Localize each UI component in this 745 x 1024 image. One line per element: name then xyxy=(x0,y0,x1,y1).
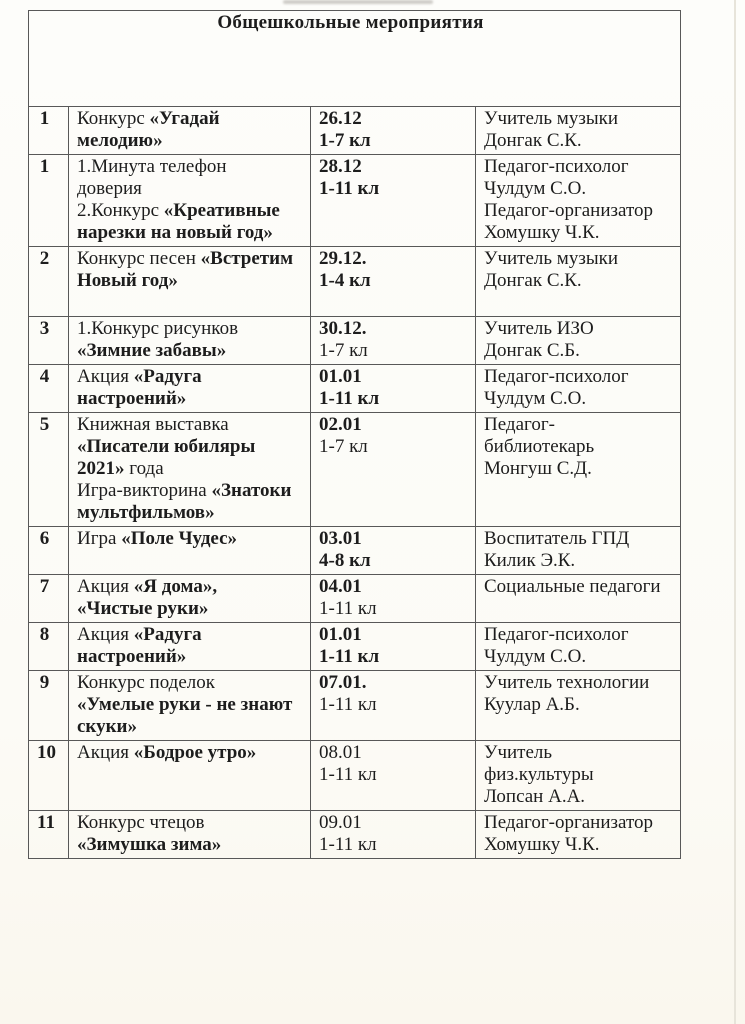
date-class-cell xyxy=(311,811,476,859)
event-text: Игра-викторина xyxy=(77,480,212,501)
event-line xyxy=(77,528,294,550)
event-line xyxy=(77,366,294,410)
event-name-bold-text: «Зимушка зима» xyxy=(77,834,222,855)
event-name-bold-text: «Поле Чудес» xyxy=(121,528,238,549)
event-name-bold-text: «Встретим Новый год» xyxy=(77,248,294,291)
event-name-bold-text: «Умелые руки - не знают скуки» xyxy=(77,694,293,737)
date-line: 1-7 кл xyxy=(319,436,368,457)
date-line: 28.12 xyxy=(319,156,362,177)
event-cell xyxy=(69,671,311,741)
event-text: Игра xyxy=(77,528,122,549)
date-line: 1-11 кл xyxy=(319,178,380,199)
responsible-line: Педагог-библиотекарь xyxy=(484,414,595,457)
event-name-bold-text: «Бодрое утро» xyxy=(133,742,257,763)
event-line xyxy=(77,200,294,244)
event-name-bold-text: «Радуга настроений» xyxy=(77,366,202,409)
table-row xyxy=(29,247,681,317)
page-title: Общешкольные мероприятия xyxy=(29,11,681,107)
event-cell xyxy=(69,811,311,859)
table-row xyxy=(29,527,681,575)
table-row xyxy=(29,623,681,671)
responsible-cell xyxy=(476,365,681,413)
row-number-cell: 11 xyxy=(29,811,69,859)
date-line: 02.01 xyxy=(319,414,362,435)
event-cell xyxy=(69,413,311,527)
responsible-line: Педагог-организатор xyxy=(484,812,654,833)
responsible-cell xyxy=(476,623,681,671)
date-class-cell xyxy=(311,623,476,671)
responsible-cell xyxy=(476,575,681,623)
row-number-cell: 5 xyxy=(29,413,69,527)
date-class-cell xyxy=(311,155,476,247)
responsible-line: Учитель ИЗО xyxy=(484,318,594,339)
date-line: 1-4 кл xyxy=(319,270,371,291)
date-class-cell xyxy=(311,247,476,317)
responsible-cell xyxy=(476,247,681,317)
responsible-line: Чулдум С.О. xyxy=(484,178,587,199)
event-text: Акция xyxy=(77,366,134,387)
event-cell xyxy=(69,247,311,317)
date-line: 4-8 кл xyxy=(319,550,371,571)
date-line: 1-7 кл xyxy=(319,340,368,361)
date-line: 01.01 xyxy=(319,624,362,645)
date-class-cell xyxy=(311,575,476,623)
date-class-cell xyxy=(311,671,476,741)
responsible-line: Хомушку Ч.К. xyxy=(484,222,600,243)
table-row xyxy=(29,413,681,527)
date-line: 04.01 xyxy=(319,576,362,597)
event-cell xyxy=(69,365,311,413)
event-line xyxy=(77,812,294,856)
event-line xyxy=(77,694,294,738)
table-row xyxy=(29,107,681,155)
responsible-line: Донгак С.К. xyxy=(484,130,582,151)
table-row xyxy=(29,811,681,859)
event-text: Акция xyxy=(77,576,134,597)
responsible-cell xyxy=(476,107,681,155)
date-class-cell xyxy=(311,413,476,527)
responsible-line: Донгак С.К. xyxy=(484,270,582,291)
event-name-bold-text: «Я дома», «Чистые руки» xyxy=(77,576,218,619)
responsible-line: Чулдум С.О. xyxy=(484,646,587,667)
responsible-line: Лопсан А.А. xyxy=(484,786,586,807)
title-row xyxy=(29,11,681,107)
event-cell xyxy=(69,575,311,623)
responsible-line: Учитель музыки xyxy=(484,248,619,269)
row-number-cell: 1 xyxy=(29,155,69,247)
event-line xyxy=(77,436,294,458)
responsible-cell xyxy=(476,741,681,811)
date-line: 08.01 xyxy=(319,742,362,763)
event-cell xyxy=(69,155,311,247)
date-line: 30.12. xyxy=(319,318,367,339)
date-line: 1-11 кл xyxy=(319,646,380,667)
responsible-line: Учитель технологии xyxy=(484,672,650,693)
table-row xyxy=(29,671,681,741)
event-text: 2.Конкурс xyxy=(77,200,164,221)
responsible-line: Килик Э.К. xyxy=(484,550,576,571)
date-line: 1-11 кл xyxy=(319,388,380,409)
date-line: 1-11 кл xyxy=(319,834,377,855)
event-line xyxy=(77,458,294,480)
events-table xyxy=(28,10,681,859)
date-line: 07.01. xyxy=(319,672,367,693)
event-name-bold-text: «Знатоки мультфильмов» xyxy=(77,480,292,523)
row-number-cell: 1 xyxy=(29,107,69,155)
row-number-cell: 9 xyxy=(29,671,69,741)
date-line: 1-11 кл xyxy=(319,598,377,619)
responsible-line: Донгак С.Б. xyxy=(484,340,580,361)
responsible-line: Учитель физ.культуры xyxy=(484,742,594,785)
date-line: 09.01 xyxy=(319,812,362,833)
responsible-cell xyxy=(476,811,681,859)
row-number-cell: 7 xyxy=(29,575,69,623)
responsible-line: Куулар А.Б. xyxy=(484,694,580,715)
table-row xyxy=(29,317,681,365)
event-name-bold-text: «Угадай мелодию» xyxy=(77,108,220,151)
event-line xyxy=(77,480,294,524)
event-line xyxy=(77,576,294,620)
date-class-cell xyxy=(311,365,476,413)
date-line: 1-7 кл xyxy=(319,130,371,151)
event-text: Книжная выставка xyxy=(77,414,229,435)
date-class-cell xyxy=(311,107,476,155)
row-number-cell: 3 xyxy=(29,317,69,365)
row-number-cell: 2 xyxy=(29,247,69,317)
responsible-cell xyxy=(476,317,681,365)
responsible-line: Воспитатель ГПД xyxy=(484,528,630,549)
paper-edge-line xyxy=(734,0,736,1024)
date-line: 26.12 xyxy=(319,108,362,129)
responsible-cell xyxy=(476,155,681,247)
event-text: Конкурс xyxy=(77,108,150,129)
event-line xyxy=(77,108,294,152)
responsible-cell xyxy=(476,413,681,527)
event-text: года xyxy=(124,458,164,479)
row-number-cell: 8 xyxy=(29,623,69,671)
responsible-line: Хомушку Ч.К. xyxy=(484,834,600,855)
event-text: Конкурс чтецов xyxy=(77,812,205,833)
event-cell xyxy=(69,317,311,365)
responsible-line: Социальные педагоги xyxy=(484,576,661,597)
event-text: 1.Минута телефон доверия xyxy=(77,156,227,199)
table-row xyxy=(29,365,681,413)
date-line: 1-11 кл xyxy=(319,694,377,715)
date-class-cell xyxy=(311,317,476,365)
date-class-cell xyxy=(311,527,476,575)
event-name-bold-text: 2021» xyxy=(77,458,125,479)
scan-artifact-smudge xyxy=(283,0,433,4)
event-text: Акция xyxy=(77,624,134,645)
event-name-bold-text: «Зимние забавы» xyxy=(77,340,227,361)
responsible-line: Монгуш С.Д. xyxy=(484,458,592,479)
event-line xyxy=(77,624,294,668)
event-cell xyxy=(69,623,311,671)
table-row xyxy=(29,741,681,811)
event-name-bold-text: «Креативные нарезки на новый год» xyxy=(77,200,280,243)
responsible-line: Педагог-организатор xyxy=(484,200,654,221)
event-cell xyxy=(69,741,311,811)
event-cell xyxy=(69,107,311,155)
date-class-cell xyxy=(311,741,476,811)
date-line: 03.01 xyxy=(319,528,362,549)
responsible-line: Учитель музыки xyxy=(484,108,619,129)
event-cell xyxy=(69,527,311,575)
table-row xyxy=(29,575,681,623)
table-row xyxy=(29,155,681,247)
events-table-body xyxy=(29,11,681,859)
event-line xyxy=(77,248,294,292)
event-line xyxy=(77,742,294,764)
event-line xyxy=(77,156,294,200)
event-line xyxy=(77,340,294,362)
responsible-cell xyxy=(476,527,681,575)
event-line xyxy=(77,318,294,340)
event-text: Акция xyxy=(77,742,134,763)
date-line: 01.01 xyxy=(319,366,362,387)
event-name-bold-text: «Радуга настроений» xyxy=(77,624,202,667)
responsible-line: Педагог-психолог xyxy=(484,366,629,387)
responsible-line: Педагог-психолог xyxy=(484,624,629,645)
event-text: Конкурс поделок xyxy=(77,672,215,693)
row-number-cell: 6 xyxy=(29,527,69,575)
event-text: 1.Конкурс рисунков xyxy=(77,318,239,339)
responsible-line: Чулдум С.О. xyxy=(484,388,587,409)
date-line: 1-11 кл xyxy=(319,764,377,785)
date-line: 29.12. xyxy=(319,248,367,269)
responsible-line: Педагог-психолог xyxy=(484,156,629,177)
event-line xyxy=(77,414,294,436)
event-line xyxy=(77,672,294,694)
row-number-cell: 10 xyxy=(29,741,69,811)
row-number-cell: 4 xyxy=(29,365,69,413)
event-text: Конкурс песен xyxy=(77,248,201,269)
event-name-bold-text: «Писатели юбиляры xyxy=(77,436,256,457)
responsible-cell xyxy=(476,671,681,741)
